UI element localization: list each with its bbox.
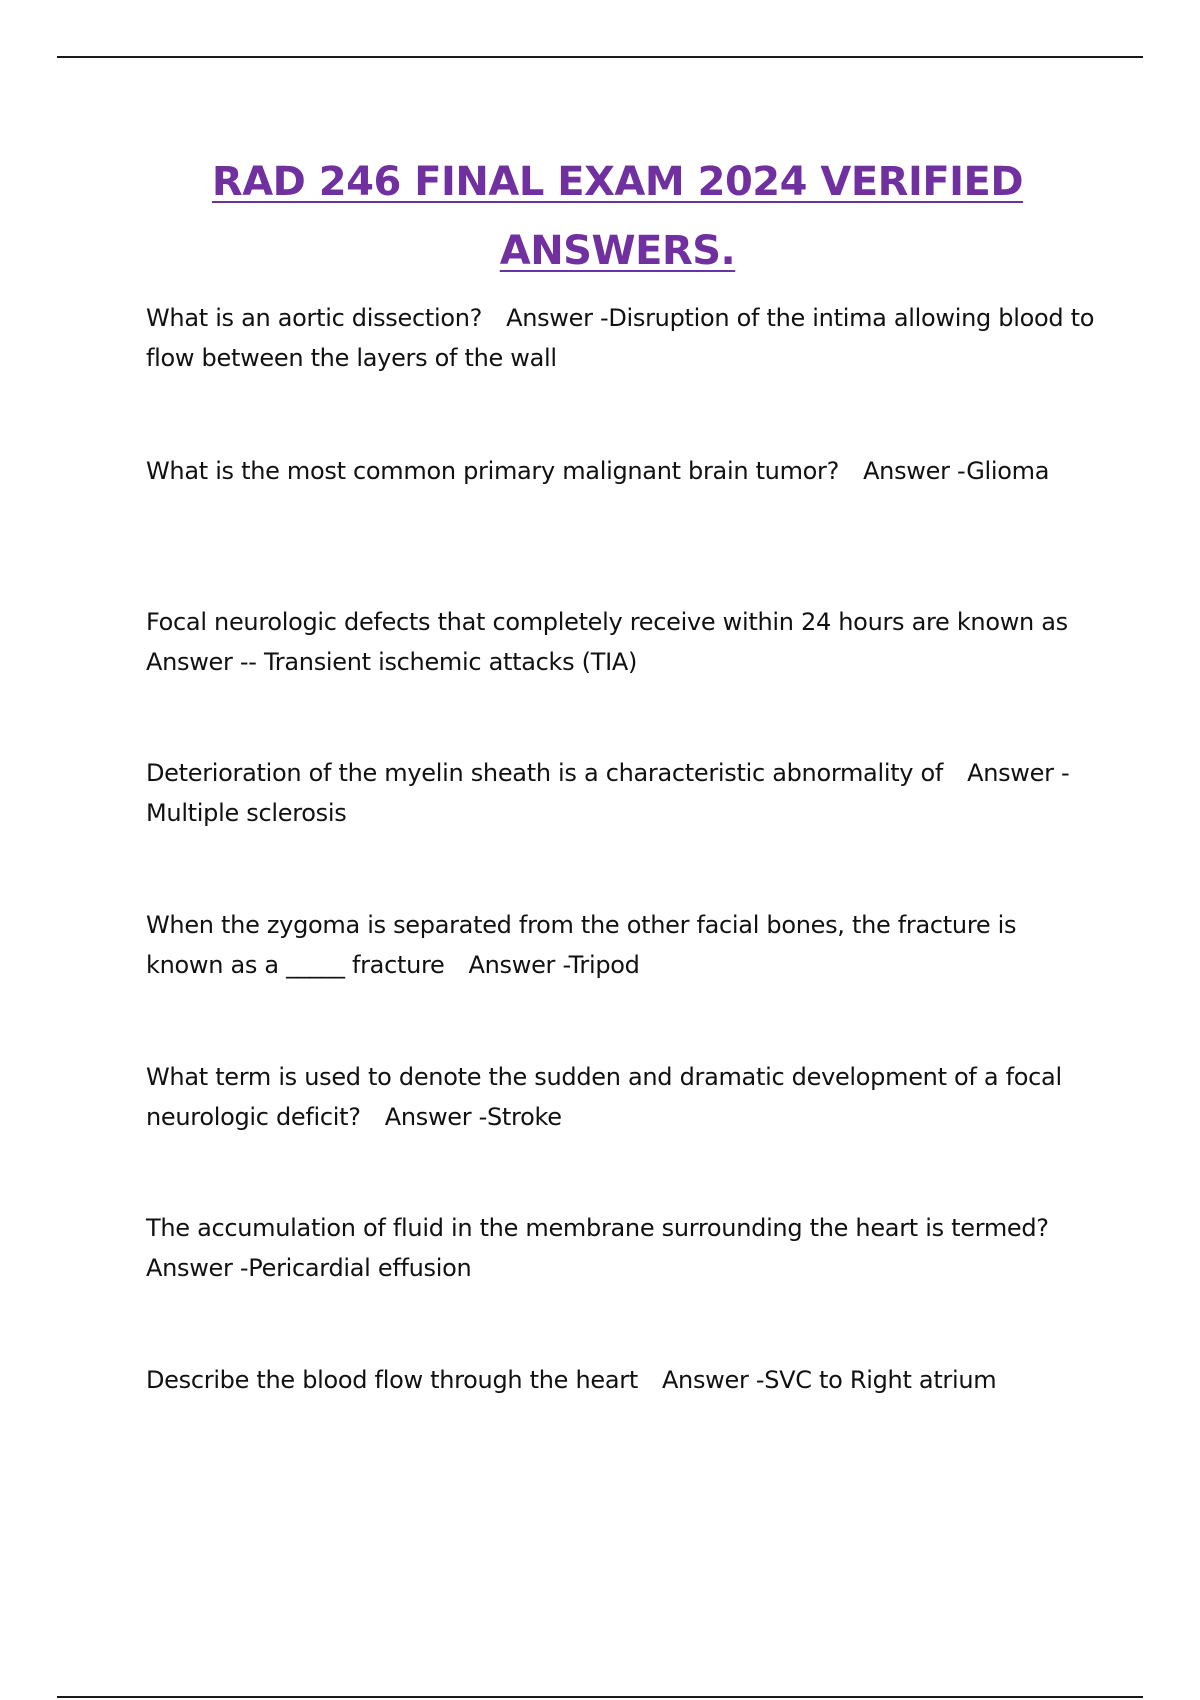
top-rule: [57, 56, 1143, 58]
qa-item-5: [146, 905, 1096, 985]
document-title: [120, 148, 1115, 286]
answer-text: Answer -Tripod: [468, 951, 640, 979]
qa-item-3: [146, 602, 1096, 682]
question-text: The accumulation of fluid in the membrane surrounding the heart is termed?: [146, 1214, 1049, 1242]
answer-text: Answer -Disruption of the intima allowing blood to flow between the layers of the wall: [146, 304, 1102, 372]
question-text: Deterioration of the myelin sheath is a characteristic abnormality of: [146, 759, 944, 787]
question-text: What is the most common primary malignant brain tumor?: [146, 457, 840, 485]
qa-item-4: [146, 753, 1096, 833]
question-text: What is an aortic dissection?: [146, 304, 483, 332]
qa-item-8: [146, 1360, 1096, 1400]
answer-text: Answer -Glioma: [863, 457, 1050, 485]
answer-text: Answer -Pericardial effusion: [146, 1254, 472, 1282]
answer-text: Answer -Multiple sclerosis: [146, 759, 1070, 827]
document-title-text: RAD 246 FINAL EXAM 2024 VERIFIED ANSWERS.: [211, 159, 1024, 274]
question-text: When the zygoma is separated from the other facial bones, the fracture is known as a _____ fracture: [146, 911, 1024, 979]
bottom-rule: [57, 1696, 1143, 1698]
answer-text: Answer -Stroke: [384, 1103, 562, 1131]
qa-item-2: [146, 451, 1096, 491]
qa-item-7: [146, 1208, 1096, 1288]
question-text: What term is used to denote the sudden and dramatic development of a focal neurologic deficit?: [146, 1063, 1070, 1131]
qa-item-1: [146, 298, 1102, 378]
question-text: Describe the blood flow through the heart: [146, 1366, 638, 1394]
answer-text: Answer -- Transient ischemic attacks (TIA): [146, 648, 638, 676]
question-text: Focal neurologic defects that completely receive within 24 hours are known as: [146, 608, 1068, 636]
qa-item-6: [146, 1057, 1096, 1137]
answer-text: Answer -SVC to Right atrium: [661, 1366, 997, 1394]
